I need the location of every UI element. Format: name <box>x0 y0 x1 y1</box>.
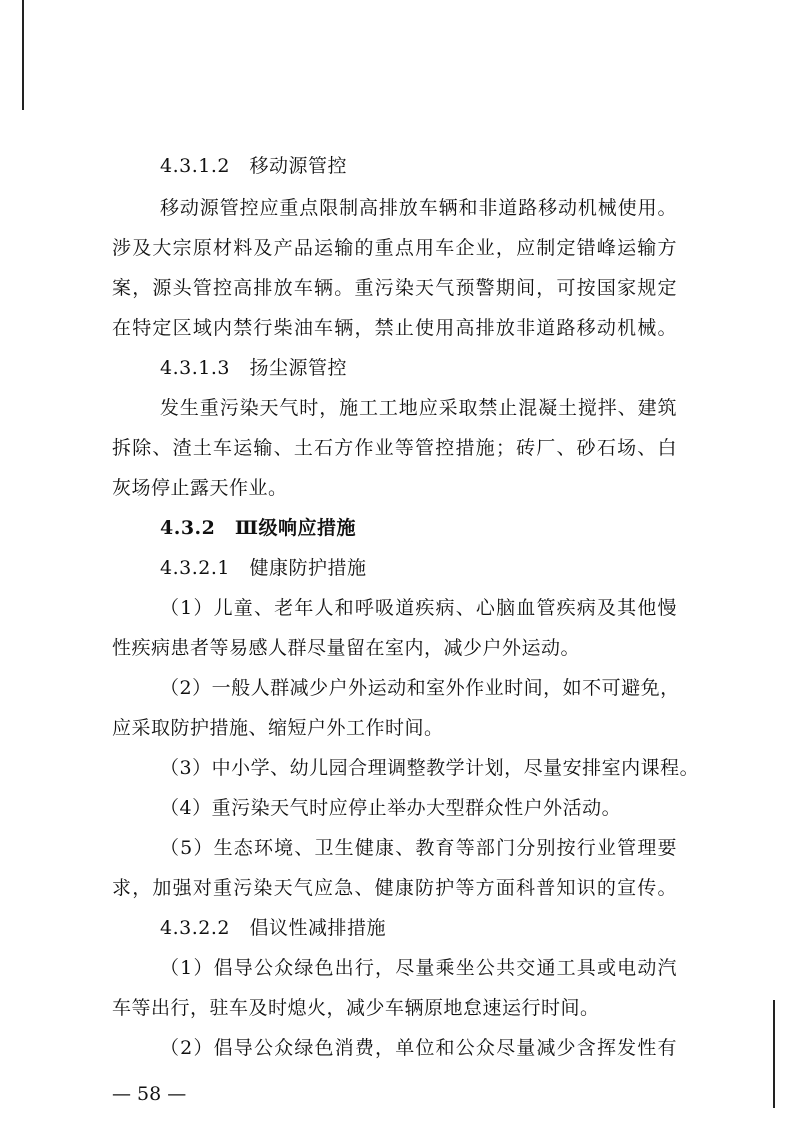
list-item-line: 应采取防护措施、缩短户外工作时间。 <box>112 717 444 739</box>
paragraph-line: 在特定区域内禁行柴油车辆，禁止使用高排放非道路移动机械。 <box>112 317 677 339</box>
subsection-heading-level3-response: 4.3.2 Ⅲ级响应措施 <box>160 517 357 539</box>
paragraph-line: 涉及大宗原材料及产品运输的重点用车企业，应制定错峰运输方 <box>112 237 677 259</box>
scan-edge-right <box>773 1000 775 1108</box>
paragraph-line: 灰场停止露天作业。 <box>112 477 288 499</box>
list-item-line: 性疾病患者等易感人群尽量留在室内，减少户外运动。 <box>112 637 581 659</box>
list-item-line: （1）倡导公众绿色出行，尽量乘坐公共交通工具或电动汽 <box>160 957 677 979</box>
paragraph-line: 发生重污染天气时，施工工地应采取禁止混凝土搅拌、建筑 <box>160 397 677 419</box>
paragraph-line: 案，源头管控高排放车辆。重污染天气预警期间，可按国家规定 <box>112 277 677 299</box>
list-item-line: （1）儿童、老年人和呼吸道疾病、心脑血管疾病及其他慢 <box>160 597 677 619</box>
list-item-line: 求，加强对重污染天气应急、健康防护等方面科普知识的宣传。 <box>112 877 677 899</box>
section-heading-voluntary-reduction: 4.3.2.2 倡议性减排措施 <box>160 917 386 939</box>
list-item-line: （3）中小学、幼儿园合理调整教学计划，尽量安排室内课程。 <box>160 757 700 779</box>
list-item-line: （2）倡导公众绿色消费，单位和公众尽量减少含挥发性有 <box>160 1037 677 1059</box>
scan-edge-left <box>22 0 24 110</box>
list-item-line: （4）重污染天气时应停止举办大型群众性户外活动。 <box>160 797 622 819</box>
paragraph-line: 拆除、渣土车运输、土石方作业等管控措施；砖厂、砂石场、白 <box>112 437 677 459</box>
section-heading-health-protection: 4.3.2.1 健康防护措施 <box>160 557 367 579</box>
section-heading-mobile-source: 4.3.1.2 移动源管控 <box>160 155 347 177</box>
page-number: — 58 — <box>112 1083 187 1105</box>
list-item-line: （2）一般人群减少户外运动和室外作业时间，如不可避免， <box>160 677 680 699</box>
list-item-line: 车等出行，驻车及时熄火，减少车辆原地怠速运行时间。 <box>112 997 600 1019</box>
section-heading-dust-source: 4.3.1.3 扬尘源管控 <box>160 357 347 379</box>
list-item-line: （5）生态环境、卫生健康、教育等部门分别按行业管理要 <box>160 837 677 859</box>
paragraph-line: 移动源管控应重点限制高排放车辆和非道路移动机械使用。 <box>160 197 677 219</box>
